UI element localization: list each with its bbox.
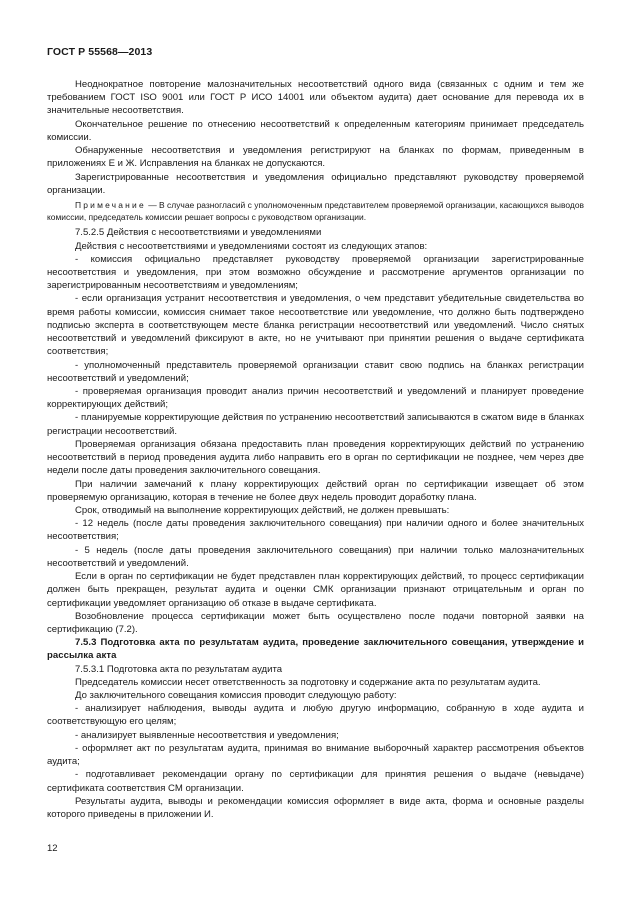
list-item: - анализирует выявленные несоответствия и уведомления; bbox=[75, 729, 339, 741]
list-item: - подготавливает рекомендации органу по сертификации для принятия решения о выдаче (невыдаче) сертификата соответствия СМ организации. bbox=[47, 769, 584, 794]
paragraph: Действия с несоответствиями и уведомлениями состоят из следующих этапов: bbox=[75, 240, 428, 252]
paragraph: Обнаруженные несоответствия и уведомления регистрируют на бланках по формам, приведенным в приложениях Е и Ж. Исправления на бланках не допускаются. bbox=[47, 145, 584, 170]
note-paragraph bbox=[47, 199, 584, 223]
section-heading: 7.5.2.5 Действия с несоответствиями и уведомлениями bbox=[75, 227, 322, 239]
note-lead: Примечание bbox=[75, 199, 146, 210]
paragraph: Возобновление процесса сертификации может быть осуществлено после подачи повторной заявки на сертификацию (7.2). bbox=[47, 610, 584, 635]
list-item: - если организация устранит несоответствия и уведомления, о чем представит убедительные свидетельства во время работы комиссии, комиссия снимает такое несоответствие или уведомление, что должно быть подтверждено подписью эксперта в соответствующем месте бланка регистрации несоответствий или уведомлений. Число снятых несоответствий и уведомлений фиксируют в акте, но не учитывают при принятии решения о выдаче сертификата соответствия; bbox=[47, 293, 584, 358]
page-number: 12 bbox=[47, 843, 58, 854]
list-item: - 12 недель (после даты проведения заключительного совещания) при наличии одного и более значительных несоответствия; bbox=[47, 518, 584, 543]
paragraph: Проверяемая организация обязана предоставить план проведения корректирующих действий по устранению несоответствий в период проведения аудита либо направить его в орган по сертификации не позднее, чем через две недели после даты проведения заключительного совещания. bbox=[47, 438, 584, 477]
list-item: - комиссия официально представляет руководству проверяемой организации зарегистрированные несоответствия и уведомления, при этом возможно обсуждение и рассмотрение аргументов организации по зарегистрированным несоответствиям и уведомлениям; bbox=[47, 253, 584, 292]
document-body bbox=[47, 78, 584, 821]
paragraph: Зарегистрированные несоответствия и уведомления официально представляют руководству проверяемой организации. bbox=[47, 171, 584, 196]
paragraph: При наличии замечаний к плану корректирующих действий орган по сертификации извещает об этом проверяемую организацию, которая в течение не более двух недель проводит доработку плана. bbox=[47, 478, 584, 503]
paragraph: Если в орган по сертификации не будет представлен план корректирующих действий, то процесс сертификации должен быть прекращен, результат аудита и оценки СМК организации признают отрицательным и орган по сертификации уведомляет организацию об отказе в выдаче сертификата. bbox=[47, 571, 584, 609]
section-heading-bold: 7.5.3 Подготовка акта по результатам аудита, проведение заключительного совещания, утверждение и рассылка акта bbox=[47, 637, 584, 662]
note-text: — В случае разногласий с уполномоченным представителем проверяемой организации, касающихся выводов комиссии, председатель комиссии решает вопросы с руководством организации. bbox=[47, 199, 584, 223]
document-header: ГОСТ Р 55568—2013 bbox=[47, 46, 153, 58]
list-item: - проверяемая организация проводит анализ причин несоответствий и уведомлений и планирует проведение корректирующих действий; bbox=[47, 386, 584, 411]
list-item: - планируемые корректирующие действия по устранению несоответствий записываются в сжатом виде в бланках регистрации несоответствий. bbox=[47, 412, 584, 437]
subsection-heading: 7.5.3.1 Подготовка акта по результатам аудита bbox=[75, 663, 283, 675]
list-item: - оформляет акт по результатам аудита, принимая во внимание выборочный характер рассмотрения объектов аудита; bbox=[47, 742, 584, 768]
list-item: - уполномоченный представитель проверяемой организации ставит свою подпись на бланках регистрации несоответствий и уведомлений; bbox=[47, 359, 584, 384]
list-item: - анализирует наблюдения, выводы аудита и любую другую информацию, собранную в ходе аудита и соответствующую его целям; bbox=[47, 703, 584, 728]
paragraph: До заключительного совещания комиссия проводит следующую работу: bbox=[75, 690, 397, 702]
paragraph: Срок, отводимый на выполнение корректирующих действий, не должен превышать: bbox=[75, 504, 450, 516]
paragraph: Окончательное решение по отнесению несоответствий к определенным категориям принимает председатель комиссии. bbox=[47, 118, 584, 143]
paragraph: Результаты аудита, выводы и рекомендации комиссия оформляет в виде акта, форма и основные разделы которого приведены в приложении И. bbox=[47, 795, 584, 820]
paragraph: Неоднократное повторение малозначительных несоответствий одного вида (связанных с одним и тем же требованием ГОСТ ISO 9001 или ГОСТ Р ИСО 14001 или объектом аудита) дает основание для перевода их в значительные несоответствия. bbox=[47, 79, 584, 117]
list-item: - 5 недель (после даты проведения заключительного совещания) при наличии только малозначительных несоответствий и уведомлений. bbox=[47, 544, 584, 569]
paragraph: Председатель комиссии несет ответственность за подготовку и содержание акта по результатам аудита. bbox=[75, 676, 541, 688]
